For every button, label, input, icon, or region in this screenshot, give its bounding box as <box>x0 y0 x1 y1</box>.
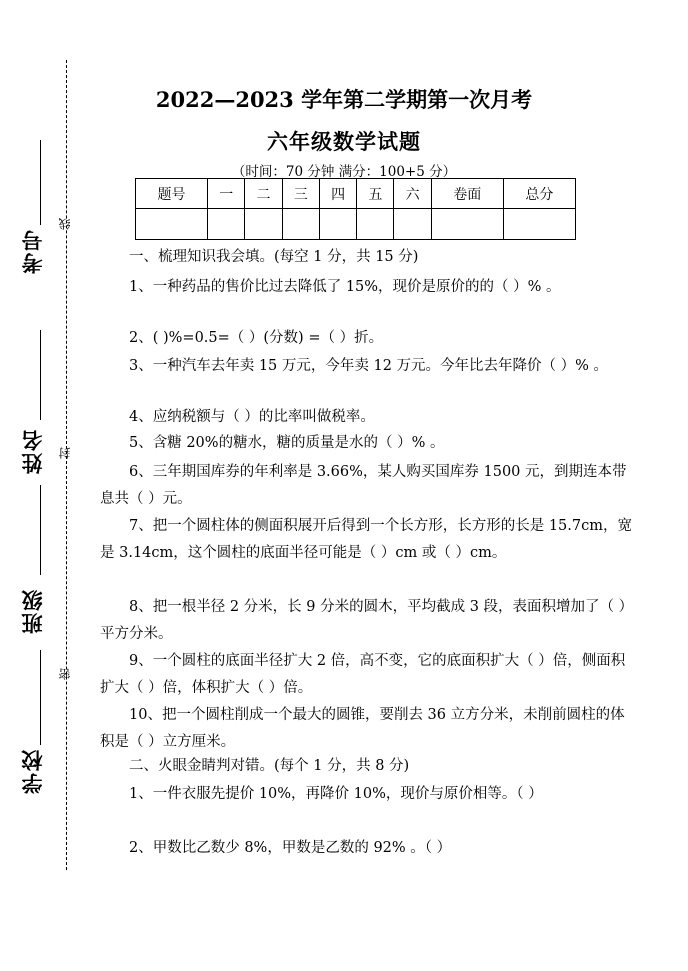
score-cell[interactable] <box>282 209 319 240</box>
question-1-4: 4、应纳税额与（ ）的比率叫做税率。 <box>129 409 375 425</box>
question-2-1: 1、一件衣服先提价 10%，再降价 10%，现价与原价相等。（ ） <box>129 786 543 802</box>
score-header-cell: 二 <box>245 179 282 209</box>
section1-heading: 一、梳理知识我会填。(每空 1 分，共 15 分) <box>129 249 419 265</box>
exam-title: 2022—2023 学年第二学期第一次月考 <box>155 87 533 112</box>
score-table-score-row <box>136 209 576 240</box>
score-cell[interactable] <box>394 209 431 240</box>
school-underline <box>40 650 41 745</box>
name-label: 姓名 <box>20 428 45 474</box>
score-cell[interactable] <box>431 209 503 240</box>
binding-dashed-line <box>66 60 67 870</box>
score-cell[interactable] <box>208 209 245 240</box>
question-1-7: 7、把一个圆柱体的侧面积展开后得到一个长方形，长方形的长是 15.7cm，宽是 3.14cm，这个圆柱的底面半径可能是（ ）cm 或（ ）cm。 <box>100 518 632 561</box>
question-1-5: 5、含糖 20%的糖水，糖的质量是水的（ ）% 。 <box>129 435 445 451</box>
school-label: 学校 <box>20 748 45 794</box>
question-1-9: 9、一个圆柱的底面半径扩大 2 倍，高不变，它的底面积扩大（ ）倍，侧面积扩大（ ）倍，体积扩大（ ）倍。 <box>100 653 626 696</box>
question-2-2: 2、甲数比乙数少 8%，甲数是乙数的 92% 。（ ） <box>129 840 452 856</box>
question-1-8: 8、把一根半径 2 分米，长 9 分米的圆木，平均截成 3 段，表面积增加了（ ）平方分米。 <box>100 599 626 642</box>
score-header-cell: 六 <box>394 179 431 209</box>
exam-time-score: （时间：70 分钟 满分：100+5 分） <box>231 164 457 180</box>
score-header-cell: 一 <box>208 179 245 209</box>
score-header-cell: 四 <box>319 179 356 209</box>
class-label: 班级 <box>20 588 45 634</box>
score-table-header-row <box>136 179 576 209</box>
score-cell[interactable] <box>357 209 394 240</box>
exam-no-label: 考号 <box>20 228 45 274</box>
score-header-cell: 总分 <box>503 179 575 209</box>
bind-char-line: 线 <box>58 218 72 230</box>
score-cell[interactable] <box>319 209 356 240</box>
score-cell[interactable] <box>503 209 575 240</box>
exam-subject-title: 六年级数学试题 <box>267 129 421 154</box>
score-cell[interactable] <box>245 209 282 240</box>
question-1-6: 6、三年期国库券的年利率是 3.66%，某人购买国库券 1500 元，到期连本带息共（ ）元。 <box>100 464 627 507</box>
section2-heading: 二、火眼金睛判对错。(每个 1 分，共 8 分) <box>129 758 410 774</box>
score-header-cell: 五 <box>357 179 394 209</box>
score-header-cell: 题号 <box>136 179 208 209</box>
score-header-cell: 卷面 <box>431 179 503 209</box>
name-underline <box>40 330 41 420</box>
score-header-cell: 三 <box>282 179 319 209</box>
question-1-3: 3、一种汽车去年卖 15 万元，今年卖 12 万元。今年比去年降价（ ）% 。 <box>129 358 609 374</box>
question-1-10: 10、把一个圆柱削成一个最大的圆锥，要削去 36 立方分米，未削前圆柱的体积是（ ）立方厘米。 <box>100 707 625 750</box>
score-table <box>135 178 576 240</box>
question-1-1: 1、一种药品的售价比过去降低了 15%，现价是原价的的（ ）% 。 <box>129 279 561 295</box>
question-1-2: 2、( )%=0.5=（ ）(分数) =（ ）折。 <box>129 330 384 346</box>
bind-char-secret: 密 <box>58 668 72 680</box>
bind-char-seal: 封 <box>58 447 72 459</box>
class-underline <box>40 485 41 575</box>
score-cell[interactable] <box>136 209 208 240</box>
